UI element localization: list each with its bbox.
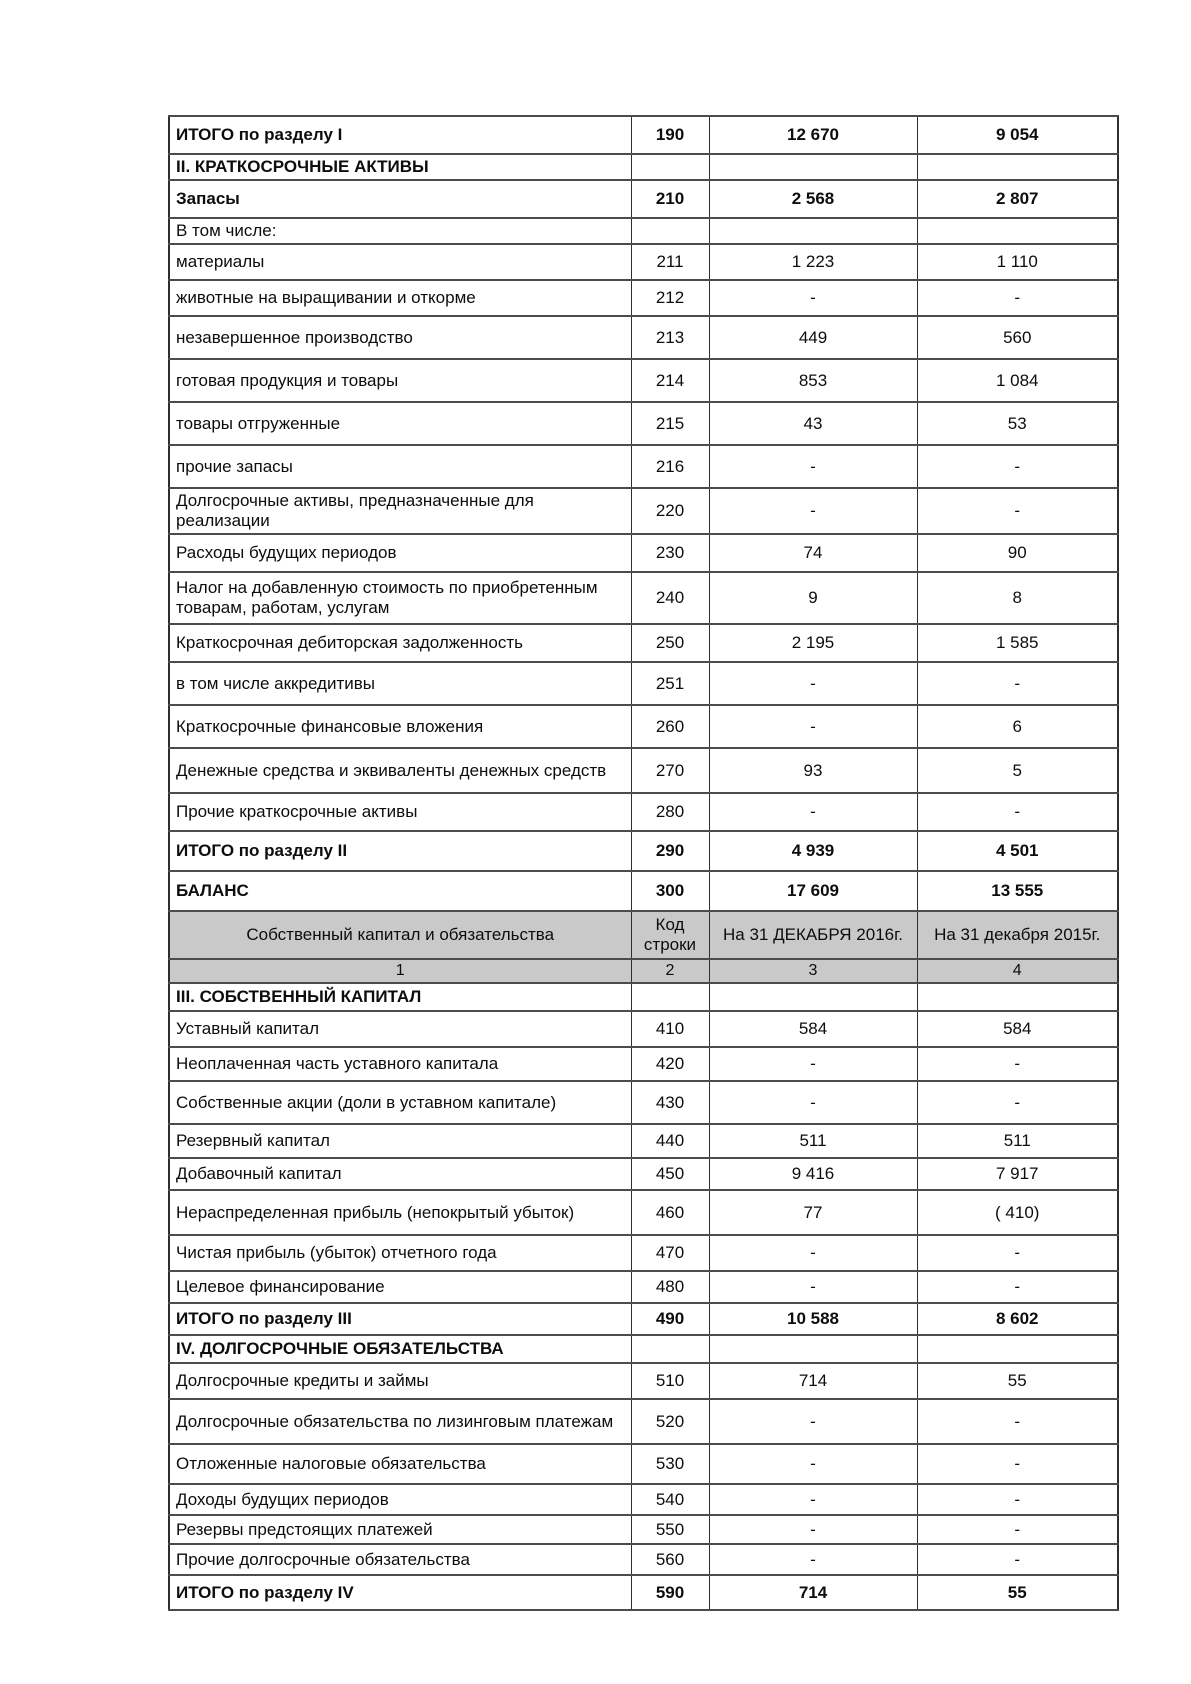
row-code-cell: 470	[631, 1235, 709, 1271]
row-code-cell: 250	[631, 624, 709, 662]
row-code-cell: 213	[631, 316, 709, 359]
row-value-2015-cell: 7 917	[917, 1158, 1118, 1190]
row-value-2016-cell: -	[709, 662, 917, 705]
row-label-cell: Уставный капитал	[169, 1011, 631, 1047]
row-code-cell: 190	[631, 116, 709, 154]
column-number-cell: 2	[631, 959, 709, 983]
row-value-2015-cell: -	[917, 1081, 1118, 1124]
row-label-cell: Нераспределенная прибыль (непокрытый убыток)	[169, 1190, 631, 1235]
table-row	[169, 1515, 1118, 1544]
table-row	[169, 1484, 1118, 1515]
row-value-2015-cell: 55	[917, 1363, 1118, 1399]
table-row	[169, 534, 1118, 572]
balance-sheet-table	[168, 115, 1119, 1611]
row-label-cell: Долгосрочные активы, предназначенные для реализации	[169, 488, 631, 534]
row-value-2016-cell: -	[709, 1444, 917, 1484]
table-row	[169, 1303, 1118, 1335]
row-label-cell: БАЛАНС	[169, 871, 631, 911]
column-number-cell: 1	[169, 959, 631, 983]
row-value-2016-cell: 10 588	[709, 1303, 917, 1335]
table-row	[169, 445, 1118, 488]
row-value-2015-cell: 2 807	[917, 180, 1118, 218]
table-row	[169, 831, 1118, 871]
row-value-2015-cell	[917, 218, 1118, 244]
row-value-2015-cell: 90	[917, 534, 1118, 572]
row-value-2016-cell: 511	[709, 1124, 917, 1158]
row-code-cell	[631, 1335, 709, 1363]
table-row	[169, 624, 1118, 662]
row-label-cell: Доходы будущих периодов	[169, 1484, 631, 1515]
row-label-cell: готовая продукция и товары	[169, 359, 631, 402]
row-code-cell: 460	[631, 1190, 709, 1235]
row-label-cell: Прочие долгосрочные обязательства	[169, 1544, 631, 1575]
row-value-2016-cell	[709, 154, 917, 180]
row-code-cell: 430	[631, 1081, 709, 1124]
table-row	[169, 1363, 1118, 1399]
row-value-2016-cell: -	[709, 1047, 917, 1081]
row-code-cell: 510	[631, 1363, 709, 1399]
column-number-cell: 3	[709, 959, 917, 983]
row-value-2016-cell: -	[709, 1515, 917, 1544]
row-label-cell: в том числе аккредитивы	[169, 662, 631, 705]
row-value-2016-cell: -	[709, 1544, 917, 1575]
row-code-cell: 520	[631, 1399, 709, 1444]
row-value-2016-cell: 77	[709, 1190, 917, 1235]
row-code-cell: 490	[631, 1303, 709, 1335]
row-code-cell: 220	[631, 488, 709, 534]
row-code-cell	[631, 983, 709, 1011]
row-label-cell: Добавочный капитал	[169, 1158, 631, 1190]
row-value-2016-cell	[709, 218, 917, 244]
row-label-cell: Краткосрочные финансовые вложения	[169, 705, 631, 748]
table-row	[169, 1235, 1118, 1271]
row-value-2016-cell: 853	[709, 359, 917, 402]
row-label-cell: Целевое финансирование	[169, 1271, 631, 1303]
row-label-cell: Долгосрочные обязательства по лизинговым платежам	[169, 1399, 631, 1444]
row-value-2015-cell: 560	[917, 316, 1118, 359]
row-value-2015-cell	[917, 983, 1118, 1011]
row-label-cell: ИТОГО по разделу I	[169, 116, 631, 154]
row-code-cell: 210	[631, 180, 709, 218]
table-row	[169, 662, 1118, 705]
row-label-cell: незавершенное производство	[169, 316, 631, 359]
table-row	[169, 983, 1118, 1011]
header-code-cell: Код строки	[631, 911, 709, 959]
row-label-cell: Краткосрочная дебиторская задолженность	[169, 624, 631, 662]
table-row	[169, 402, 1118, 445]
row-label-cell: III. СОБСТВЕННЫЙ КАПИТАЛ	[169, 983, 631, 1011]
header-2015-cell: На 31 декабря 2015г.	[917, 911, 1118, 959]
row-label-cell: прочие запасы	[169, 445, 631, 488]
row-code-cell: 240	[631, 572, 709, 624]
row-value-2015-cell: -	[917, 1235, 1118, 1271]
row-value-2016-cell: 714	[709, 1363, 917, 1399]
row-value-2015-cell	[917, 1335, 1118, 1363]
row-value-2015-cell: 584	[917, 1011, 1118, 1047]
row-code-cell: 550	[631, 1515, 709, 1544]
row-code-cell: 216	[631, 445, 709, 488]
row-value-2015-cell: 55	[917, 1575, 1118, 1610]
row-code-cell: 230	[631, 534, 709, 572]
row-value-2015-cell: 8	[917, 572, 1118, 624]
table-row	[169, 1011, 1118, 1047]
row-value-2016-cell: -	[709, 1081, 917, 1124]
row-value-2015-cell: 13 555	[917, 871, 1118, 911]
row-value-2016-cell: 2 195	[709, 624, 917, 662]
row-label-cell: II. КРАТКОСРОЧНЫЕ АКТИВЫ	[169, 154, 631, 180]
row-code-cell: 214	[631, 359, 709, 402]
table-row	[169, 748, 1118, 793]
row-value-2016-cell: 9	[709, 572, 917, 624]
row-code-cell	[631, 218, 709, 244]
row-value-2016-cell: 17 609	[709, 871, 917, 911]
row-code-cell: 251	[631, 662, 709, 705]
table-row	[169, 1081, 1118, 1124]
table-row	[169, 705, 1118, 748]
row-value-2016-cell: 43	[709, 402, 917, 445]
row-value-2015-cell: 5	[917, 748, 1118, 793]
row-label-cell: материалы	[169, 244, 631, 280]
table-row	[169, 572, 1118, 624]
table-row	[169, 1575, 1118, 1610]
row-label-cell: Долгосрочные кредиты и займы	[169, 1363, 631, 1399]
row-value-2016-cell: -	[709, 280, 917, 316]
row-label-cell: В том числе:	[169, 218, 631, 244]
table-row	[169, 316, 1118, 359]
row-code-cell: 440	[631, 1124, 709, 1158]
table-header-row	[169, 911, 1118, 959]
column-number-cell: 4	[917, 959, 1118, 983]
row-value-2015-cell: 1 585	[917, 624, 1118, 662]
row-value-2016-cell: 9 416	[709, 1158, 917, 1190]
row-value-2015-cell: -	[917, 662, 1118, 705]
row-value-2015-cell: 1 084	[917, 359, 1118, 402]
table-row	[169, 359, 1118, 402]
row-value-2016-cell: -	[709, 488, 917, 534]
row-value-2016-cell: 1 223	[709, 244, 917, 280]
row-label-cell: Прочие краткосрочные активы	[169, 793, 631, 831]
table-row	[169, 280, 1118, 316]
header-2016-cell: На 31 ДЕКАБРЯ 2016г.	[709, 911, 917, 959]
row-value-2015-cell: -	[917, 1544, 1118, 1575]
row-value-2016-cell: 584	[709, 1011, 917, 1047]
table-row	[169, 1399, 1118, 1444]
row-value-2016-cell: -	[709, 705, 917, 748]
row-value-2016-cell	[709, 983, 917, 1011]
table-row	[169, 1124, 1118, 1158]
table-row	[169, 793, 1118, 831]
row-value-2016-cell: 2 568	[709, 180, 917, 218]
row-value-2016-cell: 449	[709, 316, 917, 359]
row-code-cell: 290	[631, 831, 709, 871]
row-value-2015-cell: -	[917, 280, 1118, 316]
row-code-cell: 530	[631, 1444, 709, 1484]
table-row	[169, 1158, 1118, 1190]
row-label-cell: Собственные акции (доли в уставном капитале)	[169, 1081, 631, 1124]
row-value-2016-cell: -	[709, 1399, 917, 1444]
row-label-cell: Неоплаченная часть уставного капитала	[169, 1047, 631, 1081]
row-code-cell: 212	[631, 280, 709, 316]
row-code-cell: 215	[631, 402, 709, 445]
row-label-cell: Денежные средства и эквиваленты денежных средств	[169, 748, 631, 793]
row-code-cell: 560	[631, 1544, 709, 1575]
row-code-cell: 480	[631, 1271, 709, 1303]
row-code-cell: 300	[631, 871, 709, 911]
row-value-2016-cell: -	[709, 1235, 917, 1271]
row-label-cell: Чистая прибыль (убыток) отчетного года	[169, 1235, 631, 1271]
row-value-2015-cell: -	[917, 1484, 1118, 1515]
row-code-cell: 410	[631, 1011, 709, 1047]
row-code-cell: 211	[631, 244, 709, 280]
row-value-2015-cell: -	[917, 1515, 1118, 1544]
row-value-2015-cell: -	[917, 1271, 1118, 1303]
row-value-2016-cell: 93	[709, 748, 917, 793]
row-value-2015-cell: 4 501	[917, 831, 1118, 871]
row-value-2016-cell: 12 670	[709, 116, 917, 154]
row-label-cell: Отложенные налоговые обязательства	[169, 1444, 631, 1484]
row-value-2015-cell	[917, 154, 1118, 180]
table-row	[169, 1335, 1118, 1363]
table-row	[169, 180, 1118, 218]
row-label-cell: Расходы будущих периодов	[169, 534, 631, 572]
row-value-2015-cell: -	[917, 1444, 1118, 1484]
row-label-cell: Налог на добавленную стоимость по приобретенным товарам, работам, услугам	[169, 572, 631, 624]
row-value-2015-cell: 511	[917, 1124, 1118, 1158]
row-code-cell: 280	[631, 793, 709, 831]
row-code-cell: 260	[631, 705, 709, 748]
table-row	[169, 244, 1118, 280]
row-value-2016-cell: 714	[709, 1575, 917, 1610]
row-value-2016-cell: 4 939	[709, 831, 917, 871]
table-row	[169, 218, 1118, 244]
row-value-2015-cell: -	[917, 488, 1118, 534]
row-code-cell	[631, 154, 709, 180]
table-row	[169, 1271, 1118, 1303]
table-row	[169, 1190, 1118, 1235]
row-value-2015-cell: 1 110	[917, 244, 1118, 280]
row-value-2015-cell: -	[917, 1399, 1118, 1444]
table-row	[169, 488, 1118, 534]
row-label-cell: товары отгруженные	[169, 402, 631, 445]
row-label-cell: Резервы предстоящих платежей	[169, 1515, 631, 1544]
row-label-cell: ИТОГО по разделу II	[169, 831, 631, 871]
row-value-2016-cell: -	[709, 445, 917, 488]
row-code-cell: 590	[631, 1575, 709, 1610]
row-value-2016-cell: -	[709, 1271, 917, 1303]
row-label-cell: животные на выращивании и откорме	[169, 280, 631, 316]
row-label-cell: Запасы	[169, 180, 631, 218]
table-row	[169, 1444, 1118, 1484]
row-code-cell: 270	[631, 748, 709, 793]
row-code-cell: 540	[631, 1484, 709, 1515]
table-row	[169, 871, 1118, 911]
row-code-cell: 450	[631, 1158, 709, 1190]
row-value-2015-cell: 9 054	[917, 116, 1118, 154]
column-numbers-row	[169, 959, 1118, 983]
row-value-2015-cell: 8 602	[917, 1303, 1118, 1335]
row-value-2016-cell	[709, 1335, 917, 1363]
row-value-2015-cell: 6	[917, 705, 1118, 748]
table-row	[169, 1544, 1118, 1575]
row-label-cell: IV. ДОЛГОСРОЧНЫЕ ОБЯЗАТЕЛЬСТВА	[169, 1335, 631, 1363]
row-label-cell: ИТОГО по разделу III	[169, 1303, 631, 1335]
row-value-2016-cell: -	[709, 1484, 917, 1515]
row-code-cell: 420	[631, 1047, 709, 1081]
row-value-2015-cell: ( 410)	[917, 1190, 1118, 1235]
row-label-cell: ИТОГО по разделу IV	[169, 1575, 631, 1610]
row-value-2016-cell: -	[709, 793, 917, 831]
row-value-2015-cell: -	[917, 1047, 1118, 1081]
row-value-2016-cell: 74	[709, 534, 917, 572]
row-value-2015-cell: -	[917, 445, 1118, 488]
header-label-cell: Собственный капитал и обязательства	[169, 911, 631, 959]
table-row	[169, 1047, 1118, 1081]
row-label-cell: Резервный капитал	[169, 1124, 631, 1158]
table-row	[169, 116, 1118, 154]
table-row	[169, 154, 1118, 180]
row-value-2015-cell: 53	[917, 402, 1118, 445]
row-value-2015-cell: -	[917, 793, 1118, 831]
